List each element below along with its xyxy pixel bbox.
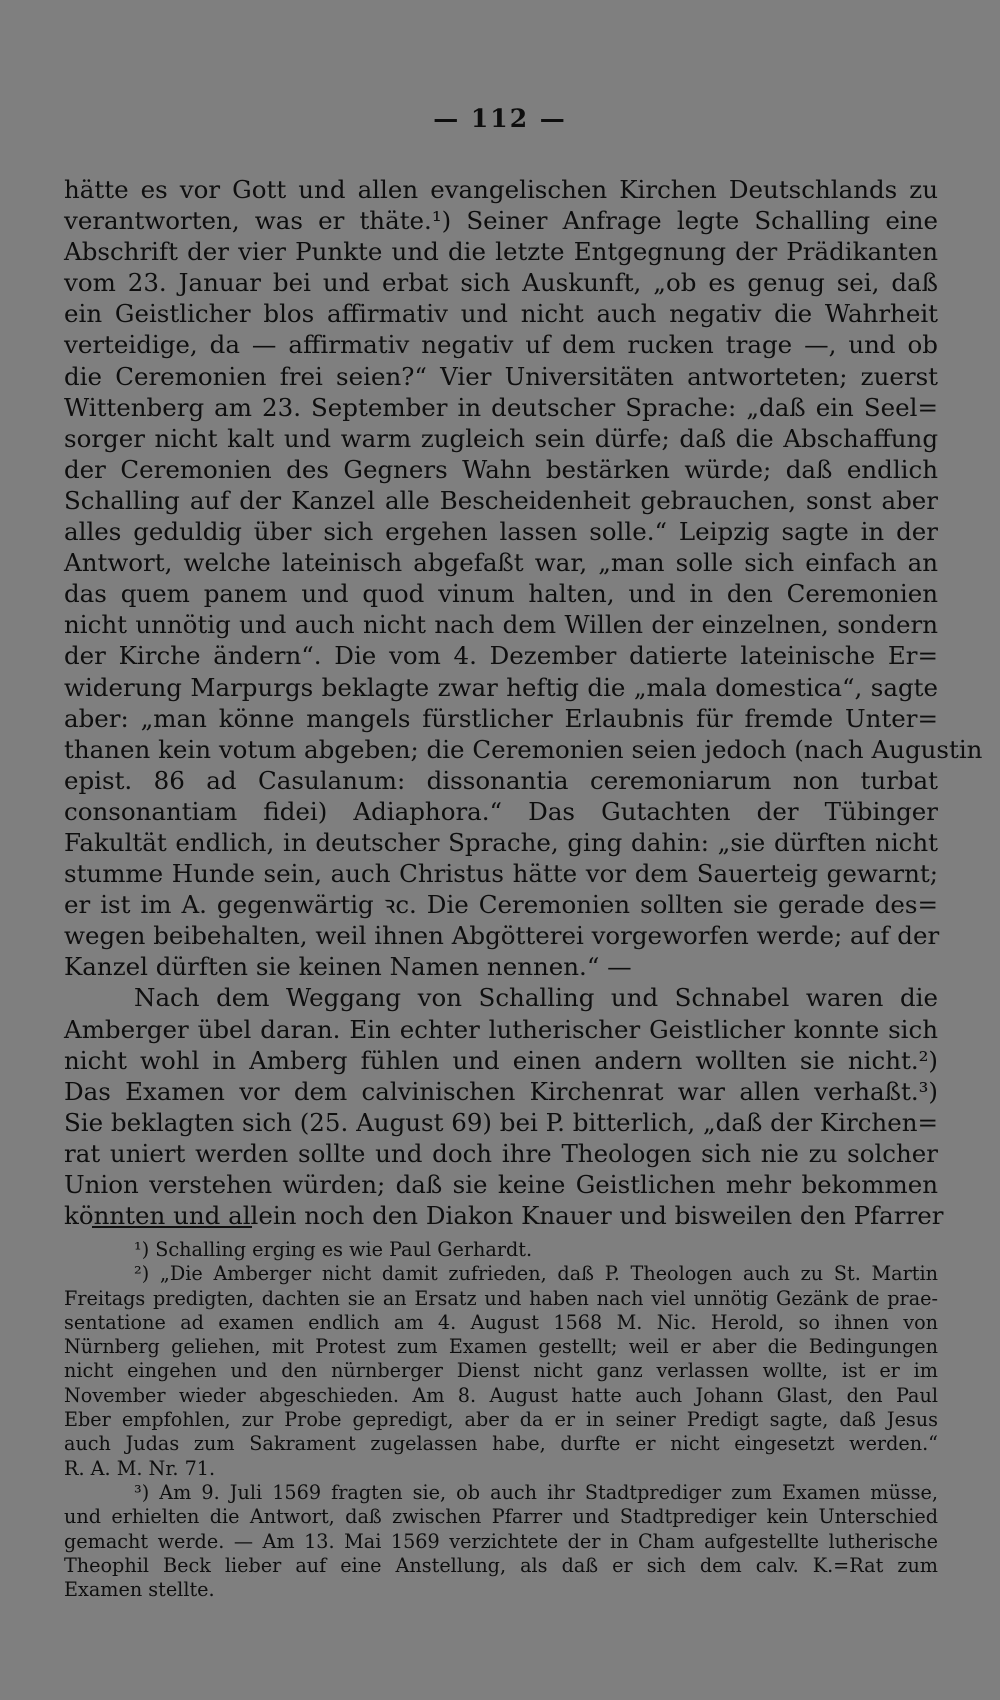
text-line: Amberger übel daran. Ein echter lutherischer Geistlicher konnte sich — [64, 1014, 938, 1044]
footnote-line: ²) „Die Amberger nicht damit zufrieden, daß P. Theologen auch zu St. Martin — [134, 1262, 938, 1286]
footnote-line: sentatione ad examen endlich am 4. August 1568 M. Nic. Herold, so ihnen von — [64, 1310, 938, 1334]
text-line: Kanzel dürften sie keinen Namen nennen.“ — — [64, 952, 632, 982]
text-line: rat uniert werden sollte und doch ihre Theologen sich nie zu solcher — [64, 1138, 938, 1168]
footnote-line: November wieder abgeschieden. Am 8. August hatte auch Johann Glast, den Paul — [64, 1383, 938, 1407]
text-line: alles geduldig über sich ergehen lassen solle.“ Leipzig sagte in der — [64, 517, 938, 547]
text-line: Fakultät endlich, in deutscher Sprache, ging dahin: „sie dürften nicht — [64, 827, 938, 857]
footnotes — [64, 1238, 938, 1602]
text-line: der Ceremonien des Gegners Wahn bestärken würde; daß endlich — [64, 454, 938, 484]
text-line: nicht wohl in Amberg fühlen und einen andern wollten sie nicht.²) — [64, 1045, 938, 1075]
footnote-line: nicht eingehen und den nürnberger Dienst nicht ganz verlassen wollte, ist er im — [64, 1359, 938, 1383]
footnote-line: Examen stellte. — [64, 1578, 215, 1602]
text-line: epist. 86 ad Casulanum: dissonantia ceremoniarum non turbat — [64, 765, 938, 795]
text-line: die Ceremonien frei seien?“ Vier Universitäten antworteten; zuerst — [64, 361, 938, 391]
text-line: widerung Marpurgs beklagte zwar heftig die „mala domestica“, sagte — [64, 672, 938, 702]
text-line: verteidige, da — affirmativ negativ uf dem rucken trage —, und ob — [64, 330, 938, 360]
text-line: er ist im A. gegenwärtig ꝛc. Die Ceremonien sollten sie gerade des= — [64, 890, 938, 920]
footnote-line: Theophil Beck lieber auf eine Anstellung, als daß er sich dem calv. K.=Rat zum — [64, 1553, 938, 1577]
footnote-line: gemacht werde. — Am 13. Mai 1569 verzichtete der in Cham aufgestellte lutherische — [64, 1529, 938, 1553]
footnote-separator — [92, 1226, 252, 1228]
footnote-line: auch Judas zum Sakrament zugelassen habe, durfte er nicht eingesetzt werden.“ — [64, 1432, 938, 1456]
text-line: consonantiam fidei) Adiaphora.“ Das Gutachten der Tübinger — [64, 796, 938, 826]
text-line: der Kirche ändern“. Die vom 4. Dezember datierte lateinische Er= — [64, 641, 938, 671]
text-line: Antwort, welche lateinisch abgefaßt war, „man solle sich einfach an — [64, 548, 938, 578]
text-line: vom 23. Januar bei und erbat sich Auskunft, „ob es genug sei, daß — [64, 268, 938, 298]
text-line: Nach dem Weggang von Schalling und Schnabel waren die — [134, 983, 938, 1013]
text-line: Sie beklagten sich (25. August 69) bei P. bitterlich, „daß der Kirchen= — [64, 1107, 938, 1137]
footnote-line: ³) Am 9. Juli 1569 fragten sie, ob auch ihr Stadtprediger zum Examen müsse, — [134, 1480, 938, 1504]
footnote-line: und erhielten die Antwort, daß zwischen Pfarrer und Stadtprediger kein Unterschied — [64, 1505, 938, 1529]
text-line: hätte es vor Gott und allen evangelischen Kirchen Deutschlands zu — [64, 175, 938, 204]
text-line: ein Geistlicher blos affirmativ und nicht auch negativ die Wahrheit — [64, 299, 938, 329]
footnote-line: ¹) Schalling erging es wie Paul Gerhardt. — [134, 1238, 533, 1261]
main-text — [64, 174, 983, 1231]
text-line: Wittenberg am 23. September in deutscher Sprache: „daß ein Seel= — [64, 392, 938, 422]
footnote-line: Freitags predigten, dachten sie an Ersatz und haben nach viel unnötig Gezänk de prae- — [64, 1286, 938, 1310]
page-number: — 112 — — [433, 104, 567, 133]
text-line: Schalling auf der Kanzel alle Bescheidenheit gebrauchen, sonst aber — [64, 485, 938, 515]
text-line: das quem panem und quod vinum halten, und in den Ceremonien — [64, 579, 938, 609]
text-line: Abschrift der vier Punkte und die letzte Entgegnung der Prädikanten — [64, 237, 938, 267]
footnote-line: R. A. M. Nr. 71. — [64, 1456, 216, 1480]
text-line: wegen beibehalten, weil ihnen Abgötterei vorgeworfen werde; auf der — [64, 921, 940, 951]
text-line: sorger nicht kalt und warm zugleich sein dürfe; daß die Abschaffung — [64, 423, 938, 453]
text-line: thanen kein votum abgeben; die Ceremonien seien jedoch (nach Augustin — [64, 734, 983, 764]
text-line: aber: „man könne mangels fürstlicher Erlaubnis für fremde Unter= — [64, 703, 938, 733]
text-line: nicht unnötig und auch nicht nach dem Willen der einzelnen, sondern — [64, 610, 938, 640]
text-line: Das Examen vor dem calvinischen Kirchenrat war allen verhaßt.³) — [64, 1076, 938, 1106]
text-line: könnten und allein noch den Diakon Knauer und bisweilen den Pfarrer — [64, 1201, 944, 1231]
text-line: stumme Hunde sein, auch Christus hätte vor dem Sauerteig gewarnt; — [64, 859, 938, 889]
footnote-line: Nürnberg geliehen, mit Protest zum Examen gestellt; weil er aber die Bedingungen — [64, 1335, 938, 1359]
footnote-line: Eber empfohlen, zur Probe gepredigt, aber da er in seiner Predigt sagte, daß Jesus — [64, 1408, 938, 1432]
text-line: Union verstehen würden; daß sie keine Geistlichen mehr bekommen — [64, 1170, 938, 1199]
text-line: verantworten, was er thäte.¹) Seiner Anfrage legte Schalling eine — [64, 206, 938, 236]
